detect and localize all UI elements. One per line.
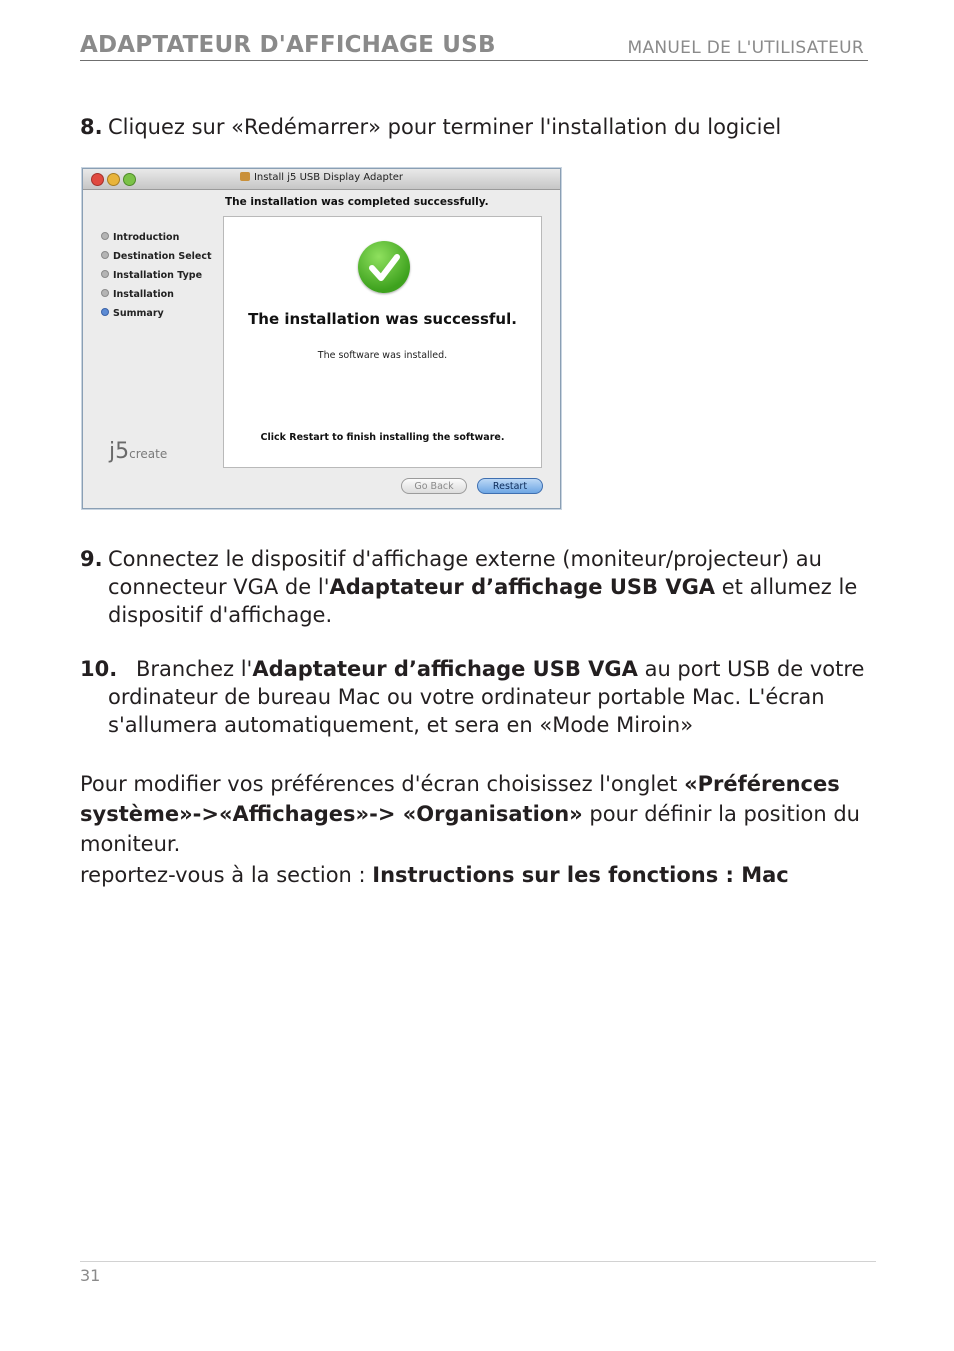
reference-paragraph xyxy=(80,860,870,890)
step-bullet-icon xyxy=(101,270,109,278)
page-header xyxy=(80,32,868,61)
product-name: Adaptateur d’affichage USB VGA xyxy=(329,575,716,599)
step-bullet-icon xyxy=(101,251,109,259)
j5create-logo xyxy=(109,439,167,464)
package-icon xyxy=(240,172,250,181)
sidebar-item-destination-select xyxy=(101,251,212,270)
sidebar-item-label: Destination Select xyxy=(113,251,212,262)
footer-divider xyxy=(80,1261,876,1262)
step-text xyxy=(108,545,870,629)
document-title: ADAPTATEUR D'AFFICHAGE USB xyxy=(80,32,496,58)
completed-message: The installation was completed successfully. xyxy=(225,196,489,208)
sidebar-item-introduction xyxy=(101,232,212,251)
logo-main-text: j5 xyxy=(109,439,130,464)
page-number: 31 xyxy=(80,1266,101,1285)
success-title: The installation was successful. xyxy=(248,310,517,328)
step-text: Cliquez sur «Redémarrer» pour terminer l'installation du logiciel xyxy=(108,115,782,139)
current-step-bullet-icon xyxy=(101,308,109,316)
sidebar-item-summary xyxy=(101,308,212,327)
sidebar-item-label: Summary xyxy=(113,308,164,319)
installer-window-screenshot xyxy=(82,168,561,509)
step-9 xyxy=(80,545,870,629)
paragraph-text-part: reportez-vous à la section : xyxy=(80,863,373,887)
step-text xyxy=(108,655,870,739)
step-number: 8. xyxy=(80,115,103,139)
installer-steps-sidebar xyxy=(101,232,212,327)
section-reference: Instructions sur les fonctions : Mac xyxy=(372,863,789,887)
preferences-paragraph xyxy=(80,769,870,859)
sidebar-item-label: Installation Type xyxy=(113,270,203,281)
window-title-text: Install j5 USB Display Adapter xyxy=(253,172,404,183)
step-text-part: Connectez le dispositif d'affichage externe (moniteur/projecteur) au connecteur VGA de l' xyxy=(108,547,822,599)
go-back-button[interactable]: Go Back xyxy=(401,478,467,494)
success-checkmark-icon xyxy=(358,241,410,293)
manual-label: MANUEL DE L'UTILISATEUR xyxy=(627,38,864,58)
restart-button[interactable]: Restart xyxy=(477,478,543,494)
step-bullet-icon xyxy=(101,289,109,297)
preferences-path: «Préférences système»->«Affichages»-> «Organisation» xyxy=(80,772,840,826)
step-text-part: et allumez le dispositif d'affichage. xyxy=(108,575,858,627)
window-title xyxy=(83,172,560,183)
software-installed-message: The software was installed. xyxy=(317,350,448,361)
step-number: 10. xyxy=(80,657,118,681)
paragraph-text-part: Pour modifier vos préférences d'écran choisissez l'onglet xyxy=(80,772,685,796)
step-text-part: Branchez l' xyxy=(136,657,253,681)
sidebar-item-installation-type xyxy=(101,270,212,289)
window-titlebar xyxy=(83,169,560,190)
step-text-part: au port USB de votre ordinateur de bureau Mac ou votre ordinateur portable Mac. L'écran s'allumera automatiquement, et sera en «Mode Miroin» xyxy=(108,657,865,737)
checkmark-glyph xyxy=(358,241,410,293)
step-bullet-icon xyxy=(101,232,109,240)
sidebar-item-installation xyxy=(101,289,212,308)
sidebar-item-label: Introduction xyxy=(113,232,180,243)
step-10 xyxy=(80,655,870,739)
product-name: Adaptateur d’affichage USB VGA xyxy=(252,657,638,681)
installer-content-panel xyxy=(223,216,542,468)
restart-instruction: Click Restart to finish installing the software. xyxy=(260,432,505,443)
logo-sub-text: create xyxy=(129,447,168,461)
sidebar-item-label: Installation xyxy=(113,289,174,300)
step-8 xyxy=(80,113,870,141)
paragraph-text-part: pour définir la position du moniteur. xyxy=(80,802,860,856)
step-number: 9. xyxy=(80,547,103,571)
